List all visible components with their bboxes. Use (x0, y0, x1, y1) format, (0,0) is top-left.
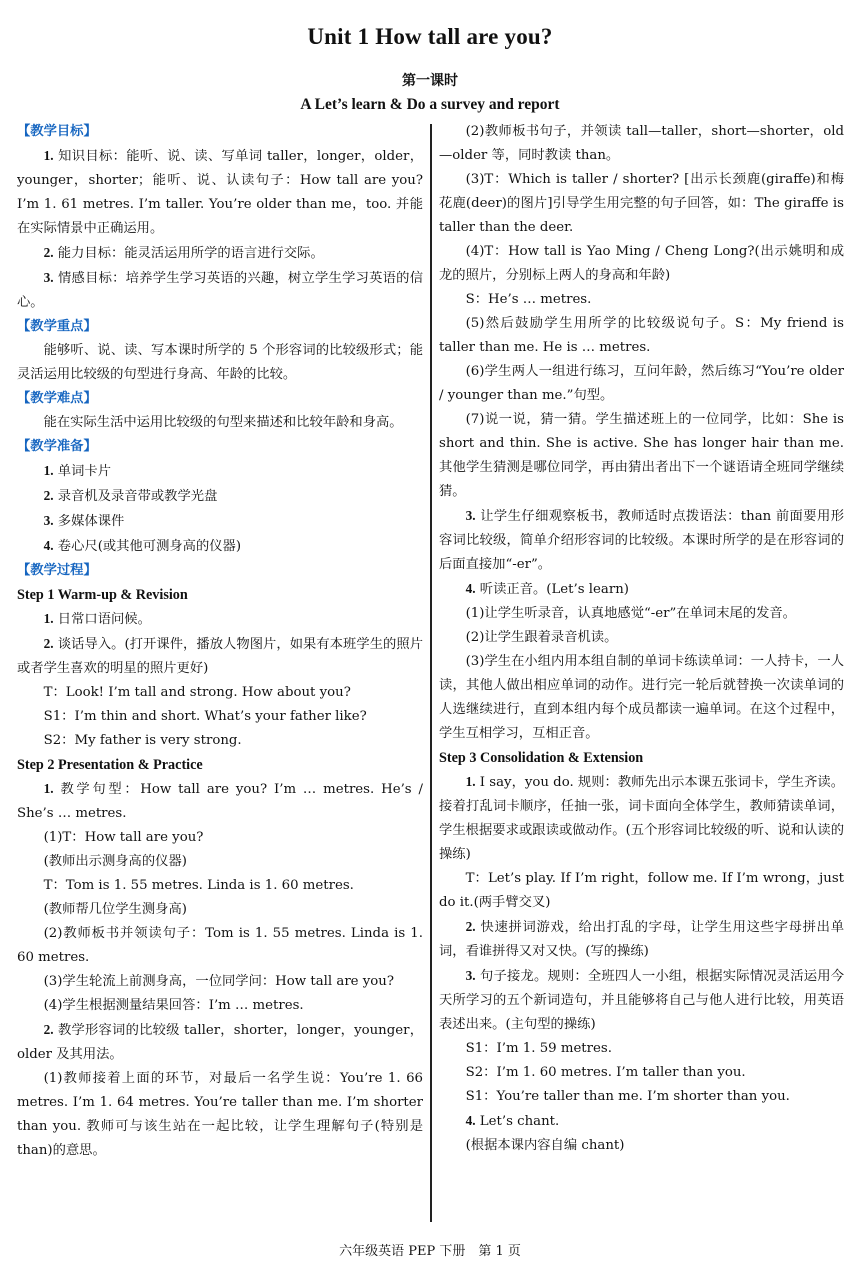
paragraph: S1：You’re taller than me. I’m shorter than you. (465, 1089, 790, 1104)
item-number: 1. (43, 781, 54, 796)
column-divider (430, 124, 432, 1222)
item-number: 1. (43, 611, 54, 626)
left-column (17, 120, 423, 1226)
paragraph: S1：I’m thin and short. What’s your father like? (43, 709, 367, 724)
paragraph: (5)然后鼓励学生用所学的比较级说句子。S：My friend is taller than me. He is … metres. (439, 316, 844, 355)
paragraph: (3)T：Which is taller / shorter? [出示长颈鹿(giraffe)和梅花鹿(deer)的图片]引导学生用完整的句子回答，如：The giraffe is taller than the deer. (439, 172, 844, 235)
numbered-item (17, 534, 423, 559)
paragraph: (1)T：How tall are you? (43, 830, 204, 845)
numbered-item (439, 770, 844, 867)
item-number: 1. (465, 774, 476, 789)
item-text: 多媒体课件 (53, 514, 125, 529)
paragraph: (3)学生在小组内用本组自制的单词卡练读单词：一人持卡，一人读，其他人做出相应单词的动作。进行完一轮后就替换一次读单词的人选继续进行，直到本组内每个成员都读一遍单词。在这个过程中，学生互相学习，互相正音。 (439, 654, 844, 741)
step-heading: Step 3 Consolidation & Extension (439, 750, 644, 766)
paragraph: (教师帮几位学生测身高) (43, 902, 187, 917)
numbered-item (17, 241, 423, 266)
item-text: 能力目标：能灵活运用所学的语言进行交际。 (53, 246, 324, 261)
section-header: 【教学目标】 (17, 124, 97, 139)
numbered-item (439, 1109, 844, 1134)
paragraph: S1：I’m 1. 59 metres. (465, 1041, 612, 1056)
numbered-item (17, 632, 423, 681)
paragraph: T：Look! I’m tall and strong. How about you? (43, 685, 351, 700)
paragraph: (教师出示测身高的仪器) (43, 854, 187, 869)
item-text: 情感目标：培养学生学习英语的兴趣，树立学生学习英语的信心。 (17, 271, 423, 310)
paragraph: (1)让学生听录音，认真地感觉“-er”在单词末尾的发音。 (465, 606, 796, 621)
item-number: 4. (43, 538, 54, 553)
numbered-item (17, 459, 423, 484)
lesson-label: 第一课时 (402, 73, 458, 89)
item-text: 让学生仔细观察板书，教师适时点拨语法：than 前面要用形容词比较级，简单介绍形容词的比较级。本课时所学的是在形容词的后面直接加“-er”。 (439, 509, 844, 572)
paragraph: (3)学生轮流上前测身高，一位同学问：How tall are you? (43, 974, 394, 989)
item-text: 谈话导入。(打开课件，播放人物图片，如果有本班学生的照片或者学生喜欢的明星的照片更好) (17, 637, 423, 676)
numbered-item (17, 1018, 423, 1067)
paragraph: S2：I’m 1. 60 metres. I’m taller than you. (465, 1065, 746, 1080)
paragraph: S：He’s … metres. (465, 292, 592, 307)
paragraph: (4)T：How tall is Yao Ming / Cheng Long?(出示姚明和成龙的照片，分别标上两人的身高和年龄) (439, 244, 844, 283)
item-text: 卷心尺(或其他可测身高的仪器) (53, 539, 242, 554)
item-number: 3. (43, 513, 54, 528)
step-heading: Step 1 Warm-up & Revision (17, 587, 188, 603)
item-number: 4. (465, 1113, 476, 1128)
item-number: 4. (465, 581, 476, 596)
paragraph: 能在实际生活中运用比较级的句型来描述和比较年龄和身高。 (43, 415, 403, 430)
item-number: 2. (465, 919, 476, 934)
paragraph: (6)学生两人一组进行练习，互问年龄，然后练习“You’re older / younger than me.”句型。 (439, 364, 844, 403)
item-number: 3. (465, 508, 476, 523)
item-number: 1. (43, 463, 54, 478)
paragraph: (2)教师板书句子，并领读 tall—taller，short—shorter，old—older 等，同时教读 than。 (439, 124, 844, 163)
item-number: 2. (43, 636, 54, 651)
numbered-item (17, 484, 423, 509)
item-number: 2. (43, 488, 54, 503)
numbered-item (17, 777, 423, 826)
numbered-item (17, 607, 423, 632)
item-text: 教学形容词的比较级 taller，shorter，longer，younger，older 及其用法。 (17, 1023, 423, 1062)
section-header: 【教学准备】 (17, 439, 97, 454)
item-number: 2. (43, 1022, 54, 1037)
paragraph: 能够听、说、读、写本课时所学的 5 个形容词的比较级形式；能灵活运用比较级的句型进行身高、年龄的比较。 (17, 343, 423, 382)
item-number: 1. (43, 148, 54, 163)
item-text: 快速拼词游戏，给出打乱的字母，让学生用这些字母拼出单词，看谁拼得又对又快。(写的操练) (439, 920, 844, 959)
section-header: 【教学重点】 (17, 319, 97, 334)
numbered-item (17, 509, 423, 534)
paragraph: (7)说一说，猜一猜。学生描述班上的一位同学，比如：She is short and thin. She is active. She has longer hair than me. 其他学生猜测是哪位同学，再由猜出者出下一个谜语请全班同学继续猜。 (439, 412, 844, 499)
item-text: 录音机及录音带或教学光盘 (53, 489, 218, 504)
paragraph: (1)教师接着上面的环节，对最后一名学生说：You’re 1. 66 metres. I’m 1. 64 metres. You’re taller than me. I’m shorter than you. 教师可与该生站在一起比较，让学生理解句子(特别是 than)的意思。 (17, 1071, 423, 1158)
step-heading: Step 2 Presentation & Practice (17, 757, 203, 773)
numbered-item (439, 504, 844, 577)
unit-title: Unit 1 How tall are you? (307, 24, 553, 49)
paragraph: S2：My father is very strong. (43, 733, 242, 748)
paragraph: (4)学生根据测量结果回答：I’m … metres. (43, 998, 304, 1013)
item-text: I say，you do. 规则：教师先出示本课五张词卡，学生齐读。接着打乱词卡顺序，任抽一张，词卡面向全体学生，教师猜读单词，学生根据要求或跟读或做动作。(五个形容词比较级的听、说和认读的操练) (439, 775, 844, 862)
page-footer: 六年级英语 PEP 下册 第 1 页 (339, 1244, 521, 1259)
numbered-item (439, 964, 844, 1037)
item-text: 听读正音。(Let’s learn) (475, 582, 629, 597)
numbered-item (17, 266, 423, 315)
paragraph: (2)让学生跟着录音机读。 (465, 630, 618, 645)
item-text: 知识目标：能听、说、读、写单词 taller，longer，older，younger，shorter；能听、说、认读句子：How tall are you? I’m 1. 61 metres. I’m taller. You’re older than me，too. 并能在实际情景中正确运用。 (17, 149, 423, 236)
section-title: A Let’s learn & Do a survey and report (300, 96, 560, 113)
numbered-item (439, 577, 844, 602)
numbered-item (439, 915, 844, 964)
item-number: 3. (43, 270, 54, 285)
item-text: 教学句型：How tall are you? I’m … metres. He’s / She’s … metres. (17, 782, 423, 821)
item-number: 2. (43, 245, 54, 260)
paragraph: (根据本课内容自编 chant) (465, 1138, 625, 1153)
section-header: 【教学过程】 (17, 563, 97, 578)
paragraph: (2)教师板书并领读句子：Tom is 1. 55 metres. Linda is 1. 60 metres. (17, 926, 423, 965)
item-text: 句子接龙。规则：全班四人一小组，根据实际情况灵活运用今天所学习的五个新词造句，并且能够将自己与他人进行比较，用英语表述出来。(主句型的操练) (439, 969, 844, 1032)
numbered-item (17, 144, 423, 241)
right-column (439, 120, 844, 1226)
paragraph: T：Tom is 1. 55 metres. Linda is 1. 60 metres. (43, 878, 354, 893)
item-text: Let’s chant. (475, 1114, 560, 1129)
paragraph: T：Let’s play. If I’m right，follow me. If I’m wrong，just do it.(两手臂交叉) (439, 871, 844, 910)
item-number: 3. (465, 968, 476, 983)
section-header: 【教学难点】 (17, 391, 97, 406)
item-text: 单词卡片 (53, 464, 111, 479)
item-text: 日常口语问候。 (53, 612, 151, 627)
